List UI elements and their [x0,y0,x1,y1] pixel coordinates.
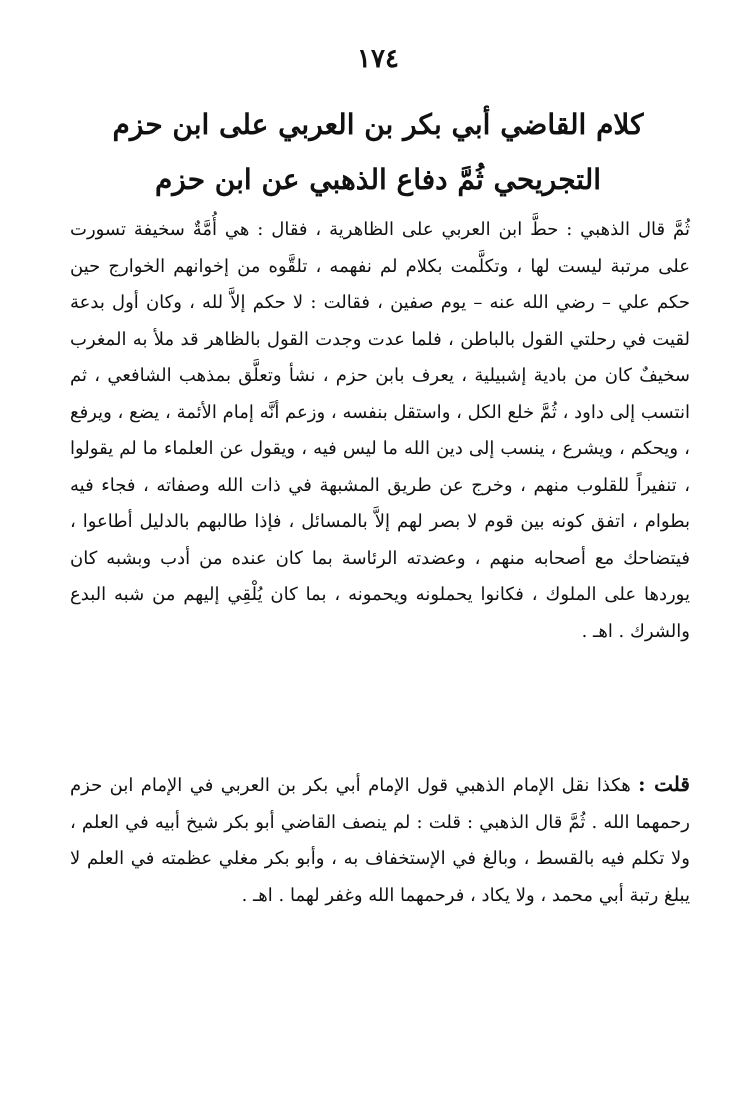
paragraph-2-text: هكذا نقل الإمام الذهبي قول الإمام أبي بكر بن العربي في الإمام ابن حزم رحمهما الله . ثُمَّ قال الذهبي : قلت : لم ينصف القاضي أبو بكر شيخ أبيه في العلم ، ولا تكلم فيه بالقسط ، وبالغ في الإستخفاف به ، وأبو بكر مغلي عظمته في العلم لا يبلغ رتبة أبي محمد ، ولا يكاد ، فرحمهما الله وغفر لهما . اهـ . [70,775,690,906]
chapter-title-line-2: التجريحي ثُمَّ دفاع الذهبي عن ابن حزم [154,163,602,196]
page-number: ١٧٤ [357,44,399,74]
body-paragraph-1: ثُمَّ قال الذهبي : حطَّ ابن العربي على الظاهرية ، فقال : هي أُمَّةٌ سخيفة تسورت على مرتبة ليست لها ، وتكلَّمت بكلام لم نفهمه ، تلقَّوه من إخوانهم الخوارج حين حكم علي – رضي الله عنه – يوم صفين ، فقالت : لا حكم إلاَّ لله ، وكان أول بدعة لقيت في رحلتي القول بالباطن ، فلما عدت وجدت القول بالظاهر قد ملأ به المغرب سخيفٌ كان من بادية إشبيلية ، يعرف بابن حزم ، نشأ وتعلَّق بمذهب الشافعي ، ثم انتسب إلى داود ، ثُمَّ خلع الكل ، واستقل بنفسه ، وزعم أنَّه إمام الأئمة ، يضع ، ويرفع ، ويحكم ، ويشرع ، ينسب إلى دين الله ما ليس فيه ، ويقول عن العلماء ما لم يقولوا ، تنفيراً للقلوب منهم ، وخرج عن طريق المشبهة في ذات الله وصفاته ، فجاء فيه بطوام ، اتفق كونه بين قوم لا بصر لهم إلاَّ بالمسائل ، فإذا طالبهم بالدليل أطاعوا ، فيتضاحك مع أصحابه منهم ، وعضدته الرئاسة بما كان عنده من أدب وبشبه كان يوردها على الملوك ، فكانوا يحملونه ويحمونه ، بما كان يُلْقِي إليهم من شبه البدع والشرك . اهـ . [70,219,690,642]
chapter-title-line-1: كلام القاضي أبي بكر بن العربي على ابن حزم [112,108,644,141]
body-paragraph-2 [70,766,690,914]
paragraph-lead-word: قلت : [638,772,690,796]
